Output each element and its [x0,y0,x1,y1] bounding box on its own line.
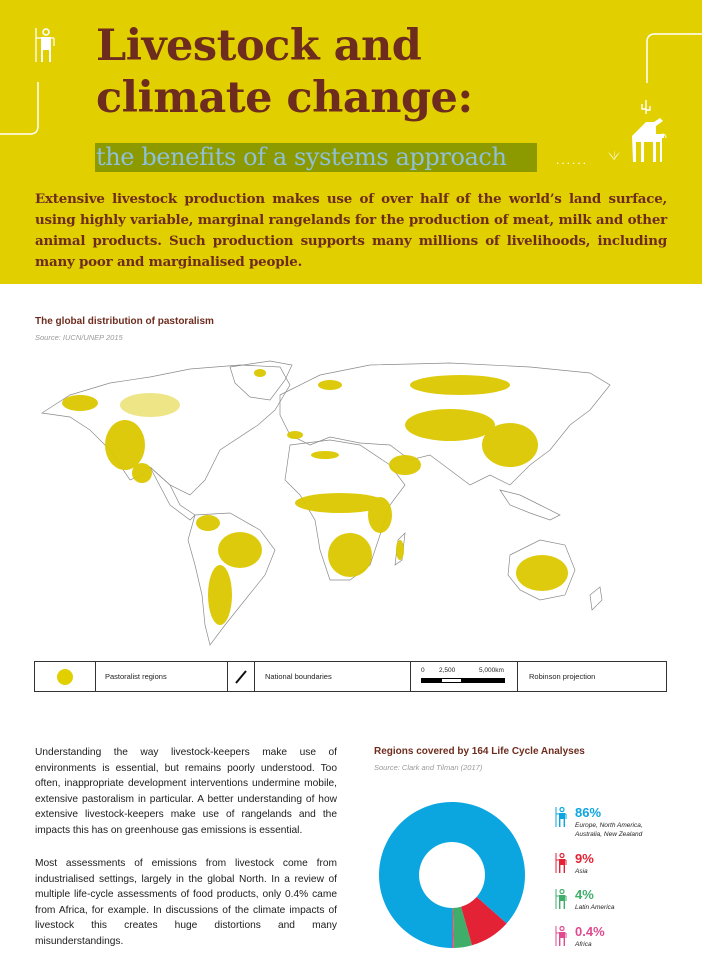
map-legend [34,661,667,692]
left-frame-line [0,82,38,134]
title-line-2: climate change: [96,73,473,123]
person-icon [555,889,567,909]
legend-pct: 9% [575,851,594,866]
pastoral-europe [318,380,342,390]
right-frame-line [647,34,702,83]
scale-bar-graphic [421,678,505,683]
herder-icon [34,28,56,62]
pastoralist-regions [62,369,568,625]
legend-pastoral-swatch-cell [35,662,96,691]
southeast-asia-outline [500,490,560,520]
page-title [96,20,473,124]
pastoral-argentina [208,565,232,625]
scale-tick-5000: 5,000km [479,667,504,674]
pastoral-dot-icon [57,669,73,685]
pastoral-madagascar [396,540,404,560]
legend-label: Asia [575,868,588,875]
pastoral-mongolia-china [482,423,538,467]
scale-bar [411,662,518,691]
pastoral-brazil [218,532,262,568]
scale-tick-2500: 2,500 [439,667,456,674]
title-line-1: Livestock and [96,21,422,71]
greenland-outline [230,361,292,400]
north-america-outline [42,365,290,495]
donut-chart [370,795,540,965]
sprout-icon [606,148,622,160]
intro-paragraph: Extensive livestock production makes use of over half of the world’s land surface, using highly variable, marginal rangelands for the production of meat, milk and other animal products. Such production supports many millions of livelihoods, including many poor and marginalised people. [35,191,667,270]
legend-label: Europe, North America, Australia, New Zealand [575,822,643,838]
pastoral-alaska [62,395,98,411]
page-subtitle: the benefits of a systems approach [95,143,537,172]
map-source: Source: IUCN/UNEP 2015 [35,333,123,342]
legend-label: Africa [575,941,592,948]
person-icon [555,926,567,946]
legend-pct: 0.4% [575,924,605,939]
legend-projection-label: Robinson projection [529,672,596,681]
body-paragraph-2: Most assessments of emissions from livestock come from industrialised settings, largely in the global North. In a review of multiple life-cycle assessments of food products, only 0.4% came from Africa, for example. In discussions of the climate impacts of livestock this creates huge distortions and many misunderstandings. [35,858,337,947]
map-title: The global distribution of pastoralism [35,316,214,327]
pastoral-canada [120,393,180,417]
pastoral-us-west [105,420,145,470]
scale-tick-0: 0 [421,667,425,674]
pastoral-spain [287,431,303,439]
south-america-outline [188,513,275,645]
dotted-trail: ...... [556,153,589,167]
pastoral-middle-east [389,455,421,475]
legend-pct: 4% [575,887,594,902]
body-paragraph-1: Understanding the way livestock-keepers make use of environments is essential, but remains poorly understood. Too often, inappropriate development interventions undermine mobile, extensive pastoralism in particular. A better understanding of how extensive livestock-keepers make use of rangelands and the impacts this has on greenhouse gas emissions is essential. [35,747,337,836]
chart-source: Source: Clark and Tilman (2017) [374,763,483,772]
chart-title: Regions covered by 164 Life Cycle Analyses [374,746,585,757]
animal-icon [630,114,670,164]
pastoral-colombia [196,515,220,531]
legend-boundaries-label: National boundaries [255,662,411,691]
boundary-line-icon [234,670,248,684]
new-zealand-outline [590,587,602,610]
legend-pct: 86% [575,805,602,820]
pastoral-central-asia [405,409,495,441]
legend-boundary-swatch-cell [228,662,255,691]
world-pastoralism-map [30,355,670,655]
person-icon [555,853,567,873]
pastoral-greenland [254,369,266,377]
legend-label: Latin America [575,904,615,911]
pastoral-north-africa [311,451,339,459]
pastoral-east-africa [368,497,392,533]
pastoral-australia [516,555,568,591]
central-america-outline [150,467,195,520]
pastoral-russia [410,375,510,395]
legend-pastoral-label: Pastoralist regions [96,662,228,691]
pastoral-mexico [132,463,152,483]
header-banner [0,0,702,284]
person-icon [555,807,567,827]
pastoral-southern-africa [328,533,372,577]
